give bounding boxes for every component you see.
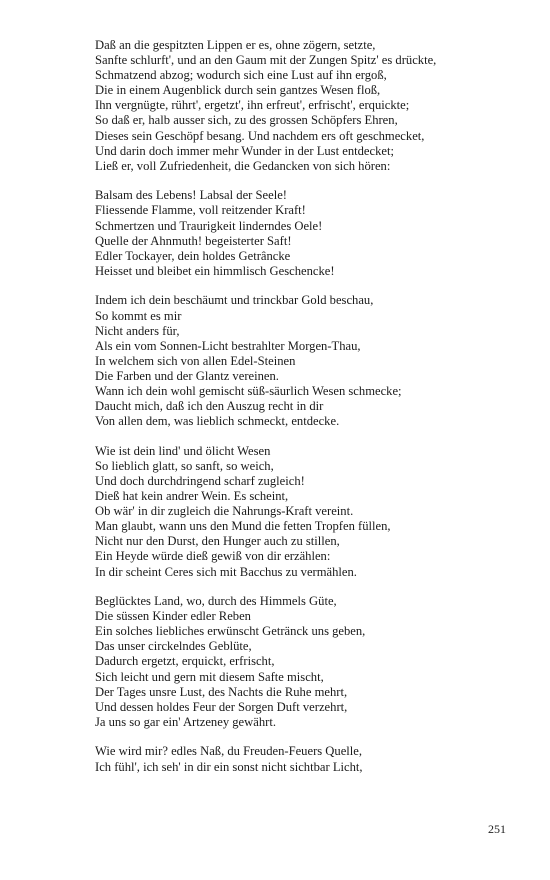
verse-line: Edler Tockayer, dein holdes Getrâncke <box>95 248 291 263</box>
verse-line: Daucht mich, daß ich den Auszug recht in dir <box>95 399 324 414</box>
verse-line: Ja uns so gar ein' Artzeney gewährt. <box>95 714 276 729</box>
verse-line: Fliessende Flamme, voll reitzender Kraft! <box>95 203 306 218</box>
verse-line: Dieses sein Geschöpf besang. Und nachdem ers oft geschmecket, <box>95 128 425 143</box>
verse-line: Dadurch ergetzt, erquickt, erfrischt, <box>95 654 275 669</box>
verse-line: Schmertzen und Traurigkeit linderndes Oele! <box>95 218 323 233</box>
stanza <box>95 38 525 174</box>
verse-line: Ihn vergnügte, rührt', ergetzt', ihn erfreut', erfrischt', erquickte; <box>95 98 410 113</box>
verse-line: Die süssen Kinder edler Reben <box>95 609 251 624</box>
verse-line: Nicht anders für, <box>95 323 180 338</box>
stanza <box>95 444 525 580</box>
verse-line: So lieblich glatt, so sanft, so weich, <box>95 458 274 473</box>
verse-line: Das unser circkelndes Geblüte, <box>95 639 252 654</box>
verse-line: Nicht nur den Durst, den Hunger auch zu stillen, <box>95 534 340 549</box>
verse-line: Ich fühl', ich seh' in dir ein sonst nicht sichtbar Licht, <box>95 759 363 774</box>
verse-line: Wie ist dein lind' und ölicht Wesen <box>95 443 271 458</box>
verse-line: Beglücktes Land, wo, durch des Himmels Güte, <box>95 594 337 609</box>
verse-line: Schmatzend abzog; wodurch sich eine Lust auf ihn ergoß, <box>95 68 387 83</box>
verse-line: Sich leicht und gern mit diesem Safte mischt, <box>95 669 324 684</box>
verse-line: In welchem sich von allen Edel-Steinen <box>95 353 296 368</box>
verse-line: Heisset und bleibet ein himmlisch Geschencke! <box>95 263 335 278</box>
verse-line: Wie wird mir? edles Naß, du Freuden-Feuers Quelle, <box>95 744 363 759</box>
verse-line: Ein Heyde würde dieß gewiß von dir erzählen: <box>95 549 331 564</box>
verse-line: Und doch durchdringend scharf zugleich! <box>95 473 305 488</box>
verse-line: Und dessen holdes Feur der Sorgen Duft verzehrt, <box>95 699 348 714</box>
verse-line: Indem ich dein beschäumt und trinckbar Gold beschau, <box>95 293 374 308</box>
verse-line: Ob wär' in dir zugleich die Nahrungs-Kraft vereint. <box>95 504 354 519</box>
verse-line: Als ein vom Sonnen-Licht bestrahlter Morgen-Thau, <box>95 338 361 353</box>
verse-line: Balsam des Lebens! Labsal der Seele! <box>95 188 287 203</box>
verse-line: Der Tages unsre Lust, des Nachts die Ruhe mehrt, <box>95 684 348 699</box>
verse-line: Dieß hat kein andrer Wein. Es scheint, <box>95 489 289 504</box>
stanza <box>95 594 525 730</box>
verse-line: So daß er, halb ausser sich, zu des grossen Schöpfers Ehren, <box>95 113 398 128</box>
verse-line: Und darin doch immer mehr Wunder in der Lust entdecket; <box>95 143 394 158</box>
verse-line: Sanfte schlurft', und an den Gaum mit der Zungen Spitz' es drückte, <box>95 53 437 68</box>
stanza <box>95 293 525 429</box>
verse-line: Wann ich dein wohl gemischt süß-säurlich Wesen schmecke; <box>95 383 402 398</box>
verse-line: Ließ er, voll Zufriedenheit, die Gedancken von sich hören: <box>95 158 391 173</box>
poem-text <box>95 38 525 789</box>
stanza <box>95 744 525 774</box>
verse-line: Die in einem Augenblick durch sein gantzes Wesen floß, <box>95 83 381 98</box>
verse-line: So kommt es mir <box>95 308 182 323</box>
stanza <box>95 188 525 279</box>
verse-line: Ein solches liebliches erwünscht Getränck uns geben, <box>95 624 366 639</box>
verse-line: Von allen dem, was lieblich schmeckt, entdecke. <box>95 414 340 429</box>
verse-line: Quelle der Ahnmuth! begeisterter Saft! <box>95 233 292 248</box>
page-number: 251 <box>488 822 506 836</box>
verse-line: Die Farben und der Glantz vereinen. <box>95 368 279 383</box>
verse-line: Daß an die gespitzten Lippen er es, ohne zögern, setzte, <box>95 38 376 52</box>
verse-line: In dir scheint Ceres sich mit Bacchus zu vermählen. <box>95 564 357 579</box>
verse-line: Man glaubt, wann uns den Mund die fetten Tropfen füllen, <box>95 519 391 534</box>
